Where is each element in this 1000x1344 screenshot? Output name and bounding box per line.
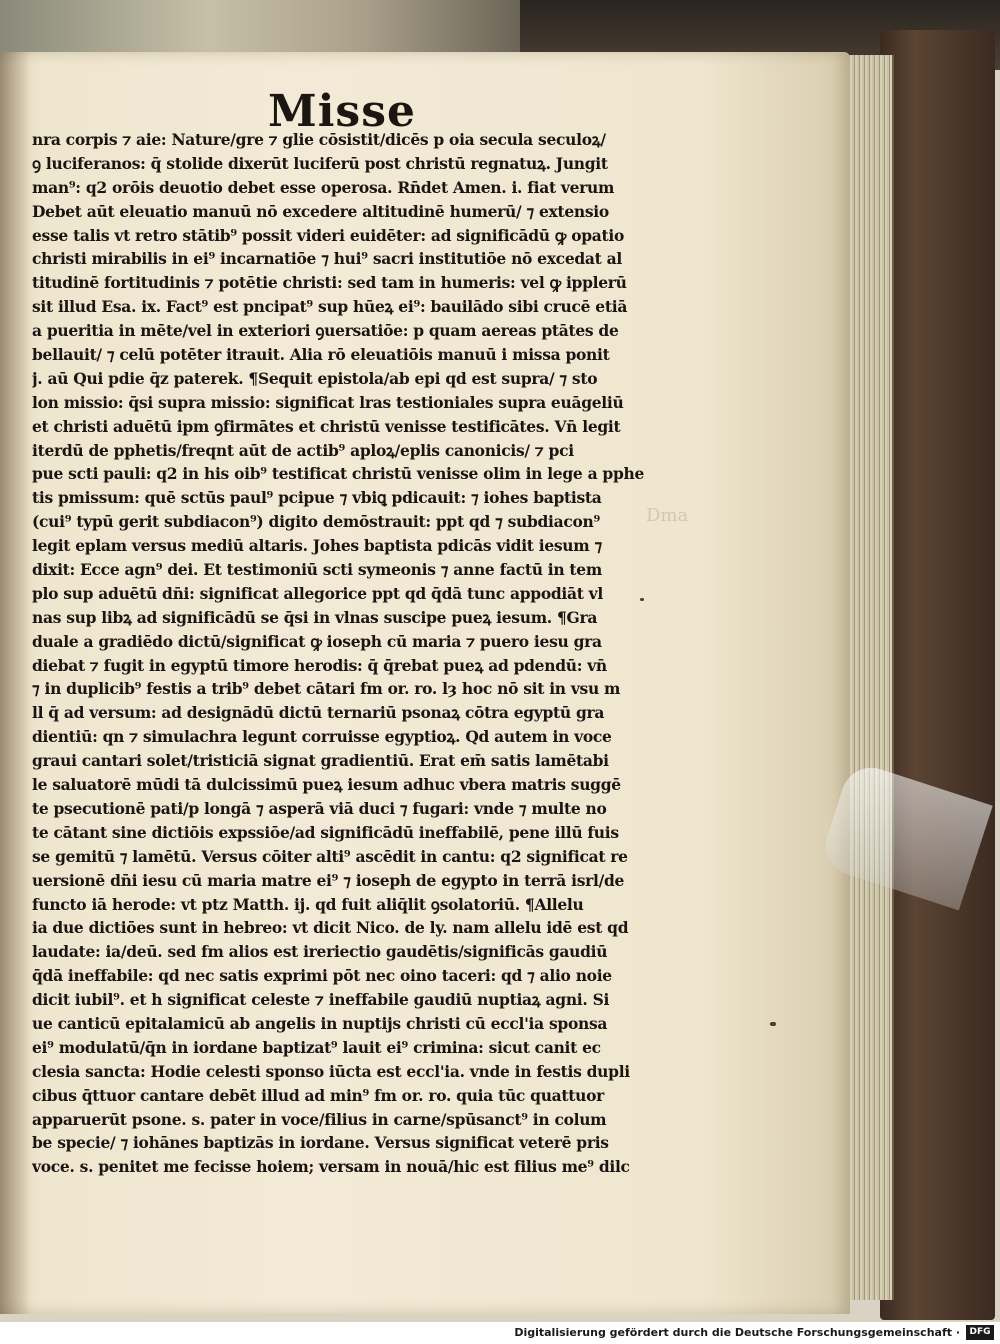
text-line: iterdū de pphetis/freqnt aūt de actib⁹ aploꝝ/eplis canonicis/ ⁊ pci <box>32 440 574 460</box>
running-head: Misse <box>268 86 416 137</box>
text-line: le saluatorē mūdi tā dulcissimū pueꝝ iesum adhuc vbera matris suggē <box>32 775 621 795</box>
text-line: titudinē fortitudinis ⁊ potētie christi: sed tam in humeris: vel ꝙ ipplerū <box>32 273 627 293</box>
text-line: functo iā herode: vt ptz Matth. ij. qd fuit aliq̄lit ꝯsolatoriū. ¶Allelu <box>32 894 584 914</box>
text-line: graui cantari solet/tristiciā signat gradientiū. Erat em̄ satis lamētabi <box>32 751 609 771</box>
text-line: et christi aduētū ipm ꝯfirmātes et christū venisse testificātes. Vn̄ legit <box>32 416 621 436</box>
text-line: plo sup aduētū dn̄i: significat allegorice ppt qd q̄dā tunc appodiāt vl <box>32 583 603 603</box>
text-line: voce. s. penitet me fecisse hoiem; versam in nouā/hic est filius me⁹ dilc <box>32 1157 630 1177</box>
bleed-through-text: Dma <box>646 505 689 526</box>
book-cover-board <box>880 30 995 1320</box>
text-line: bellauit/ ⁊ celū potēter itrauit. Alia rō eleuatiōis manuū i missa ponit <box>32 345 610 365</box>
text-line: nas sup libꝝ ad significādū se q̄si in vlnas suscipe pueꝝ iesum. ¶Gra <box>32 607 598 627</box>
paper-speck <box>770 1022 776 1026</box>
text-line: Debet aūt eleuatio manuū nō excedere altitudinē humerū/ ⁊ extensio <box>32 201 609 221</box>
text-line: dicit iubil⁹. et h significat celeste ⁊ ineffabile gaudiū nuptiaꝝ agni. Si <box>32 990 610 1010</box>
text-line: duale a gradiēdo dictū/significat ꝙ ioseph cū maria ⁊ puero iesu gra <box>32 631 602 651</box>
text-line: lon missio: q̄si supra missio: significat lras testioniales supra euāgeliū <box>32 392 624 412</box>
text-line: se gemitū ⁊ lamētū. Versus cōiter alti⁹ ascēdit in cantu: q2 significat re <box>32 846 628 866</box>
text-line: ue canticū epitalamicū ab angelis in nuptijs christi cū eccl'ia sponsa <box>32 1013 608 1033</box>
text-line: a pueritia in mēte/vel in exteriori ꝯuersatiōe: p quam aereas ptātes de <box>32 321 619 341</box>
text-line: tis pmissum: quē sctūs paul⁹ pcipue ⁊ vbiꝗ pdicauit: ⁊ iohes baptista <box>32 488 602 508</box>
text-line: ei⁹ modulatū/q̄n in iordane baptizat⁹ lauit ei⁹ crimina: sicut canit ec <box>32 1037 601 1057</box>
text-line: dixit: Ecce agn⁹ dei. Et testimoniū scti symeonis ⁊ anne factū in tem <box>32 560 602 580</box>
paper-speck <box>640 598 644 601</box>
text-line: diebat ⁊ fugit in egyptū timore herodis: q̄ q̄rebat pueꝝ ad pdendū: vn̄ <box>32 655 607 675</box>
text-line: clesia sancta: Hodie celesti sponso iūcta est eccl'ia. vnde in festis dupli <box>32 1061 630 1081</box>
text-line: uersionē dn̄i iesu cū maria matre ei⁹ ⁊ ioseph de egypto in terrā isrl/de <box>32 870 625 890</box>
text-line: j. aū Qui pdie q̄z paterek. ¶Sequit epistola/ab epi qd est supra/ ⁊ sto <box>32 368 598 388</box>
text-line: apparuerūt psone. s. pater in voce/filius in carne/spūsanct⁹ in colum <box>32 1109 607 1129</box>
footer-bar <box>0 1322 1000 1344</box>
text-line: ꝯ luciferanos: q̄ stolide dixerūt luciferū post christū regnatuꝝ. Jungit <box>32 153 608 173</box>
gutter-shadow <box>0 52 30 1314</box>
text-line: te psecutionē pati/p longā ⁊ asperā viā duci ⁊ fugari: vnde ⁊ multe no <box>32 798 607 818</box>
text-line: legit eplam versus mediū altaris. Johes baptista pdicās vidit iesum ⁊ <box>32 536 602 556</box>
text-line: sit illud Esa. ix. Fact⁹ est pncipat⁹ sup hūeꝝ ei⁹: bauilādo sibi crucē etiā <box>32 297 628 317</box>
text-line: te cātant sine dictiōis expssiōe/ad significādū ineffabilē, pene illū fuis <box>32 822 619 842</box>
dfg-logo: DFG <box>966 1325 994 1340</box>
text-block <box>32 128 644 1179</box>
text-line: man⁹: q2 orōis deuotio debet esse operosa. Rn̄det Amen. i. fiat verum <box>32 177 615 197</box>
text-line: ll q̄ ad versum: ad designādū dictū ternariū psonaꝝ cōtra egyptū gra <box>32 703 605 723</box>
text-line: christi mirabilis in ei⁹ incarnatiōe ⁊ hui⁹ sacri institutiōe nō excedat al <box>32 249 622 269</box>
text-line: pue scti pauli: q2 in his oib⁹ testificat christū venisse olim in lege a pphe <box>32 464 644 484</box>
text-line: be specie/ ⁊ iohānes baptizās in iordane. Versus significat veterē pris <box>32 1133 609 1153</box>
text-line: q̄dā ineffabile: qd nec satis exprimi pōt nec oino taceri: qd ⁊ alio noie <box>32 966 612 986</box>
text-line: cibus q̄ttuor cantare debēt illud ad min⁹ fm or. ro. quia tūc quattuor <box>32 1085 605 1105</box>
text-line: ⁊ in duplicib⁹ festis a trib⁹ debet cātari fm or. ro. lȝ hoc nō sit in vsu m <box>32 679 621 699</box>
text-line: ia due dictiōes sunt in hebreo: vt dicit Nico. de ly. nam allelu idē est qd <box>32 918 629 938</box>
text-line: laudate: ia/deū. sed fm alios est ireriectio gaudētis/significās gaudiū <box>32 942 608 962</box>
text-line: esse talis vt retro stātib⁹ possit videri euidēter: ad significādū ꝙ opatio <box>32 225 625 245</box>
text-line: (cui⁹ typū gerit subdiacon⁹) digito demōstrauit: ppt qd ⁊ subdiacon⁹ <box>32 512 601 532</box>
text-line: nra corpis ⁊ aie: Nature/gre ⁊ glie cōsistit/dicēs p oia secula seculoꝝ/ <box>32 130 606 149</box>
text-line: dientiū: qn ⁊ simulachra legunt corruisse egyptioꝝ. Qd autem in voce <box>32 727 612 747</box>
digitization-credit: Digitalisierung gefördert durch die Deutsche Forschungsgemeinschaft · <box>514 1326 960 1339</box>
